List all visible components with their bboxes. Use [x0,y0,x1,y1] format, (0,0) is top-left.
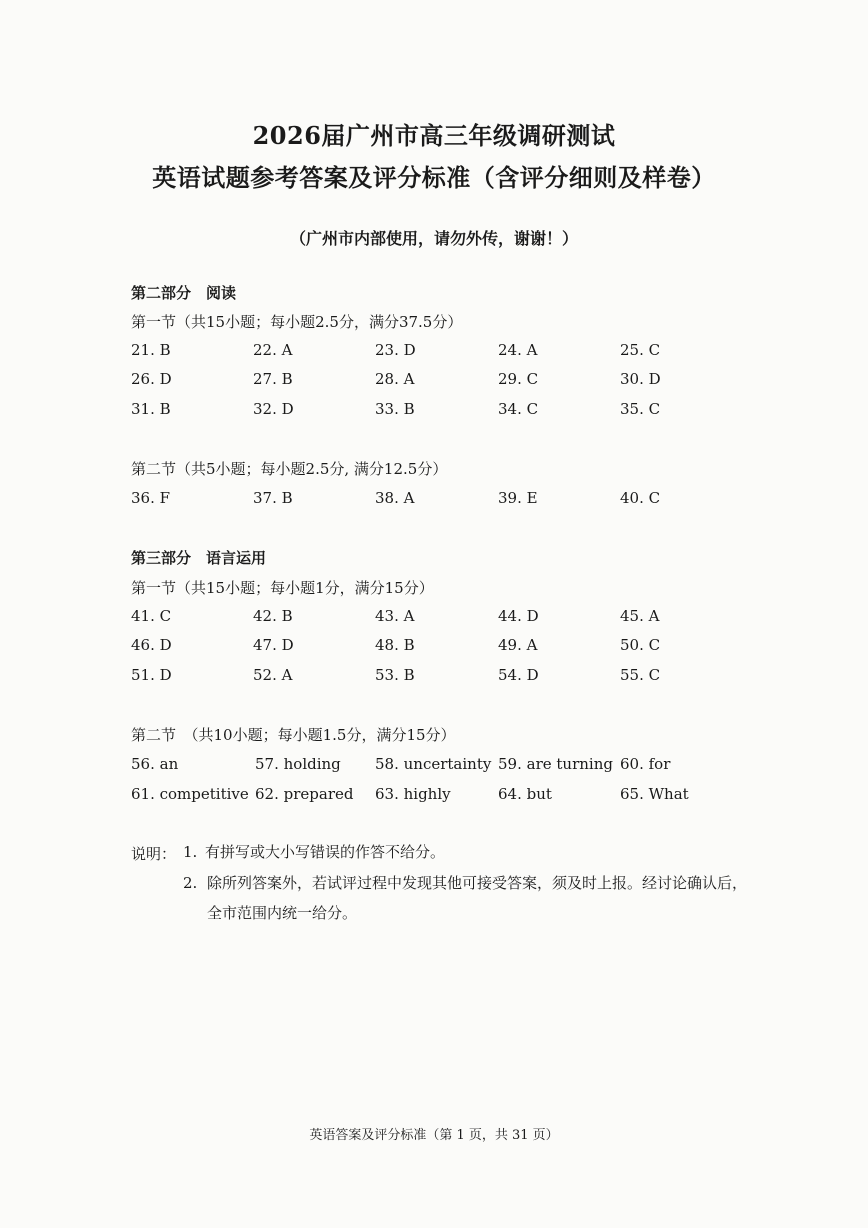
answer-item: 24. A [498,341,538,359]
answer-item: 50. C [620,636,661,654]
page-subtitle: 英语试题参考答案及评分标准（含评分细则及样卷） [152,163,716,192]
answer-item: 34. C [498,400,539,418]
answer-item: 26. D [131,370,172,388]
part2-section2-heading: 第二节（共5小题；每小题2.5分, 满分12.5分） [131,460,448,478]
answer-row [0,489,868,511]
answer-item: 43. A [375,607,415,625]
part3-section1-heading: 第一节（共15小题；每小题1分，满分15分） [131,579,434,597]
answer-row [0,370,868,392]
answer-item: 48. B [375,636,415,654]
answer-item: 63. highly [375,785,451,803]
page-title: 2026届广州市高三年级调研测试 [252,121,616,150]
internal-use-notice: （广州市内部使用，请勿外传，谢谢！） [289,229,578,248]
part2-heading: 第二部分 阅读 [131,284,237,302]
answer-item: 21. B [131,341,171,359]
answer-item: 23. D [375,341,416,359]
page-footer: 英语答案及评分标准（第 1 页，共 31 页） [309,1128,559,1143]
answer-item: 45. A [620,607,660,625]
answer-item: 53. B [375,666,415,684]
answer-item: 46. D [131,636,172,654]
answer-row [0,755,868,777]
answer-item: 25. C [620,341,661,359]
answer-item: 55. C [620,666,661,684]
part3-section2-heading: 第二节 （共10小题；每小题1.5分，满分15分） [131,726,456,744]
answer-item: 60. for [620,755,671,773]
answer-item: 39. E [498,489,538,507]
answer-item: 36. F [131,489,171,507]
note-text-continued: 全市范围内统一给分。 [207,904,358,922]
answer-item: 64. but [498,785,552,803]
answer-row [0,341,868,363]
answer-item: 62. prepared [255,785,354,803]
answer-item: 57. holding [255,755,341,773]
answer-item: 22. A [253,341,293,359]
answer-row [0,666,868,688]
note-text: 有拼写或大小写错误的作答不给分。 [205,843,446,861]
answer-row [0,607,868,629]
part3-heading: 第三部分 语言运用 [131,549,267,567]
answer-item: 44. D [498,607,539,625]
answer-item: 41. C [131,607,172,625]
answer-item: 32. D [253,400,294,418]
answer-item: 38. A [375,489,415,507]
notes-label: 说明： [131,845,177,863]
note-number: 2. [183,874,198,892]
answer-item: 33. B [375,400,415,418]
answer-item: 37. B [253,489,293,507]
answer-item: 54. D [498,666,539,684]
answer-item: 58. uncertainty [375,755,492,773]
answer-item: 35. C [620,400,661,418]
answer-item: 65. What [620,785,689,803]
answer-item: 47. D [253,636,294,654]
answer-item: 40. C [620,489,661,507]
answer-item: 29. C [498,370,539,388]
answer-item: 42. B [253,607,293,625]
note-text: 除所列答案外，若试评过程中发现其他可接受答案，须及时上报。经讨论确认后， [207,874,748,892]
answer-item: 56. an [131,755,179,773]
answer-item: 52. A [253,666,293,684]
answer-row [0,785,868,807]
answer-item: 49. A [498,636,538,654]
answer-item: 31. B [131,400,171,418]
answer-row [0,636,868,658]
answer-item: 30. D [620,370,661,388]
answer-row [0,400,868,422]
answer-item: 61. competitive [131,785,249,803]
answer-item: 27. B [253,370,293,388]
answer-item: 28. A [375,370,415,388]
answer-item: 51. D [131,666,172,684]
answer-item: 59. are turning [498,755,613,773]
part2-section1-heading: 第一节（共15小题；每小题2.5分，满分37.5分） [131,313,463,331]
note-number: 1. [183,843,198,861]
